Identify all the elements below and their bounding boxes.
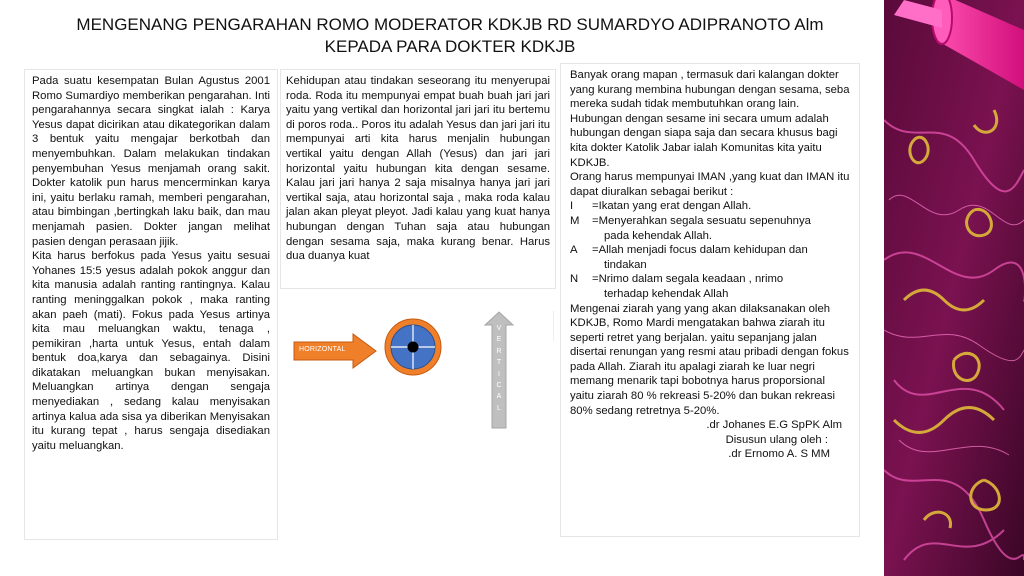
signature-author: .dr Johanes E.G SpPK Alm: [706, 419, 842, 432]
paragraph-relationships: Banyak orang mapan , termasuk dari kalangan dokter yang kurang membina hubungan dengan sesama, seba mereka sudah tidak membutuhkan orang lain. Hubungan dengan sesame ini secara umum adalah hubungan dengan siapa saja dan secara khusus bagi kita dokter Katolik Jabar ialah Komunitas kita yaitu KDKJB.: [570, 69, 850, 169]
decorative-party-image: [884, 0, 1024, 576]
signature-compiler: .dr Ernomo A. S MM: [728, 448, 830, 461]
vertical-label: [484, 323, 514, 414]
iman-definition: =Nrimo dalam segala keadaan , nrimo: [592, 273, 784, 286]
iman-definition: =Menyerahkan segala sesuatu sepenuhnya: [592, 214, 811, 227]
iman-definition: =Ikatan yang erat dengan Allah.: [592, 200, 752, 213]
divider: [553, 311, 556, 341]
vertical-letter: A: [496, 393, 502, 401]
vertical-letter: R: [496, 347, 502, 355]
iman-item: [570, 214, 850, 229]
iman-letter: I: [570, 200, 574, 213]
wheel-diagram: [383, 317, 443, 377]
vertical-arrow: [484, 311, 514, 429]
right-text-box: [560, 63, 860, 537]
middle-text-box: [280, 69, 556, 289]
title-line-1: MENGENANG PENGARAHAN ROMO MODERATOR KDKJB RD SUMARDYO ADIPRANOTO Alm: [76, 15, 824, 34]
party-streamers-icon: [884, 0, 1024, 576]
paragraph-pilgrimage: Mengenai ziarah yang yang akan dilaksanakan oleh KDKJB, Romo Mardi mengatakan bahwa ziarah itu seperti retret yang berjalan. yaitu sepanjang jalan disertai renungan yang resmi atau pribadi dengan fokus pada Allah. Ziarah itu apalagi ziarah ke luar negri memang menarik tapi bobotnya harus proporsional yaitu ziarah 80 % rekreasi 5-20% dan bukan rekreasi 80% sedang retretnya 5-20%.: [570, 302, 849, 417]
horizontal-arrow: [293, 333, 377, 369]
paragraph-focus-on-jesus: Kita harus berfokus pada Yesus yaitu sesuai Yohanes 15:5 yesus adalah pokok anggur dan kita manusia adalah ranting rantingnya. Kalau ranting meninggalkan pokok , maka ranting akan paeh (mati). Fokus pada Yesus artinya kita mau meluangkan waktu, tenaga , pemikiran ,harta untuk Yesus, entah dalam bentuk doa,karya dan sebagainya. Disini dikatakan meluangkan bukan menyisakan. Meluangkan artinya dengan sengaja menyediakan , sedang kalau menyisakan artinya kalua ada sisa ya diberikan Menyisakan itu kurang tepat , harus sengaja disediakan yaitu meluangkan.: [32, 250, 270, 452]
iman-continuation: tindakan: [604, 258, 647, 271]
horizontal-label: HORIZONTAL: [299, 346, 346, 353]
iman-item: [570, 199, 850, 214]
paragraph-wheel: Kehidupan atau tindakan seseorang itu menyerupai roda. Roda itu mempunyai empat buah buah jari jari yaitu yang vertikal dan horizontal jari jari itu bertemu di poros roda.. Poros itu adalah Yesus dan jari jari itu mempunyai arti kita harus menjalin hubungan vertikal yaitu dengan Allah (Yesus) dan jari jari horizontal yaitu hubungan kita dengan sesame. Kalau jari jari hanya 2 saja misalnya hanya jari jari vertikal saja, atau horizontal saja , maka roda kalau jalan akan pleyat pleyot. Jadi kalau yang kuat hanya hubungan dengan Tuhan saja atau hubungan dengan sesama saja, maka kurang benar. Harus dua duanya kuat: [286, 75, 550, 263]
iman-letter: N: [570, 273, 579, 286]
vertical-letter: I: [498, 370, 500, 378]
signature-compiled-by-label: Disusun ulang oleh :: [725, 433, 828, 446]
paragraph-intro: Pada suatu kesempatan Bulan Agustus 2001 Romo Sumardiyo memberikan pengarahan. Inti pengarahannya secara singkat ialah : Karya Yesus dapat dicirikan atau dikategorikan dalam 3 bentuk yaitu mengajar berkotbah dan menyembuhkan. Dalam melakukan tindakan penyembuhan Yesus menjamah orang sakit. Dokter katolik pun harus mencerminkan karya ini, yaitu berlaku ramah, memberi pengarahan, atau bimbingan ,bertingkah laku baik, dan mau menjamah pasien. Dokter jangan melihat pasien dengan perasaan jijik.: [32, 75, 270, 248]
title-line-2: KEPADA PARA DOKTER KDKJB: [324, 37, 576, 56]
iman-letter: M: [570, 214, 580, 227]
iman-continuation: pada kehendak Allah.: [604, 229, 713, 242]
paragraph-iman-intro: Orang harus mempunyai IMAN ,yang kuat dan IMAN itu dapat diuralkan sebagai berikut :: [570, 171, 850, 198]
page-title: [20, 14, 880, 58]
vertical-letter: E: [496, 336, 502, 344]
vertical-letter: V: [496, 325, 502, 332]
vertical-letter: L: [497, 404, 501, 412]
iman-item: [570, 272, 850, 287]
iman-letter: A: [570, 244, 578, 257]
left-text-box: [24, 69, 278, 540]
vertical-letter: T: [496, 359, 502, 367]
iman-item: [570, 243, 850, 258]
iman-continuation: terhadap kehendak Allah: [604, 287, 729, 300]
vertical-letter: C: [496, 382, 502, 390]
iman-list: [570, 199, 850, 301]
iman-definition: =Allah menjadi focus dalam kehidupan dan: [592, 244, 808, 257]
wheel-icon: [383, 317, 443, 377]
